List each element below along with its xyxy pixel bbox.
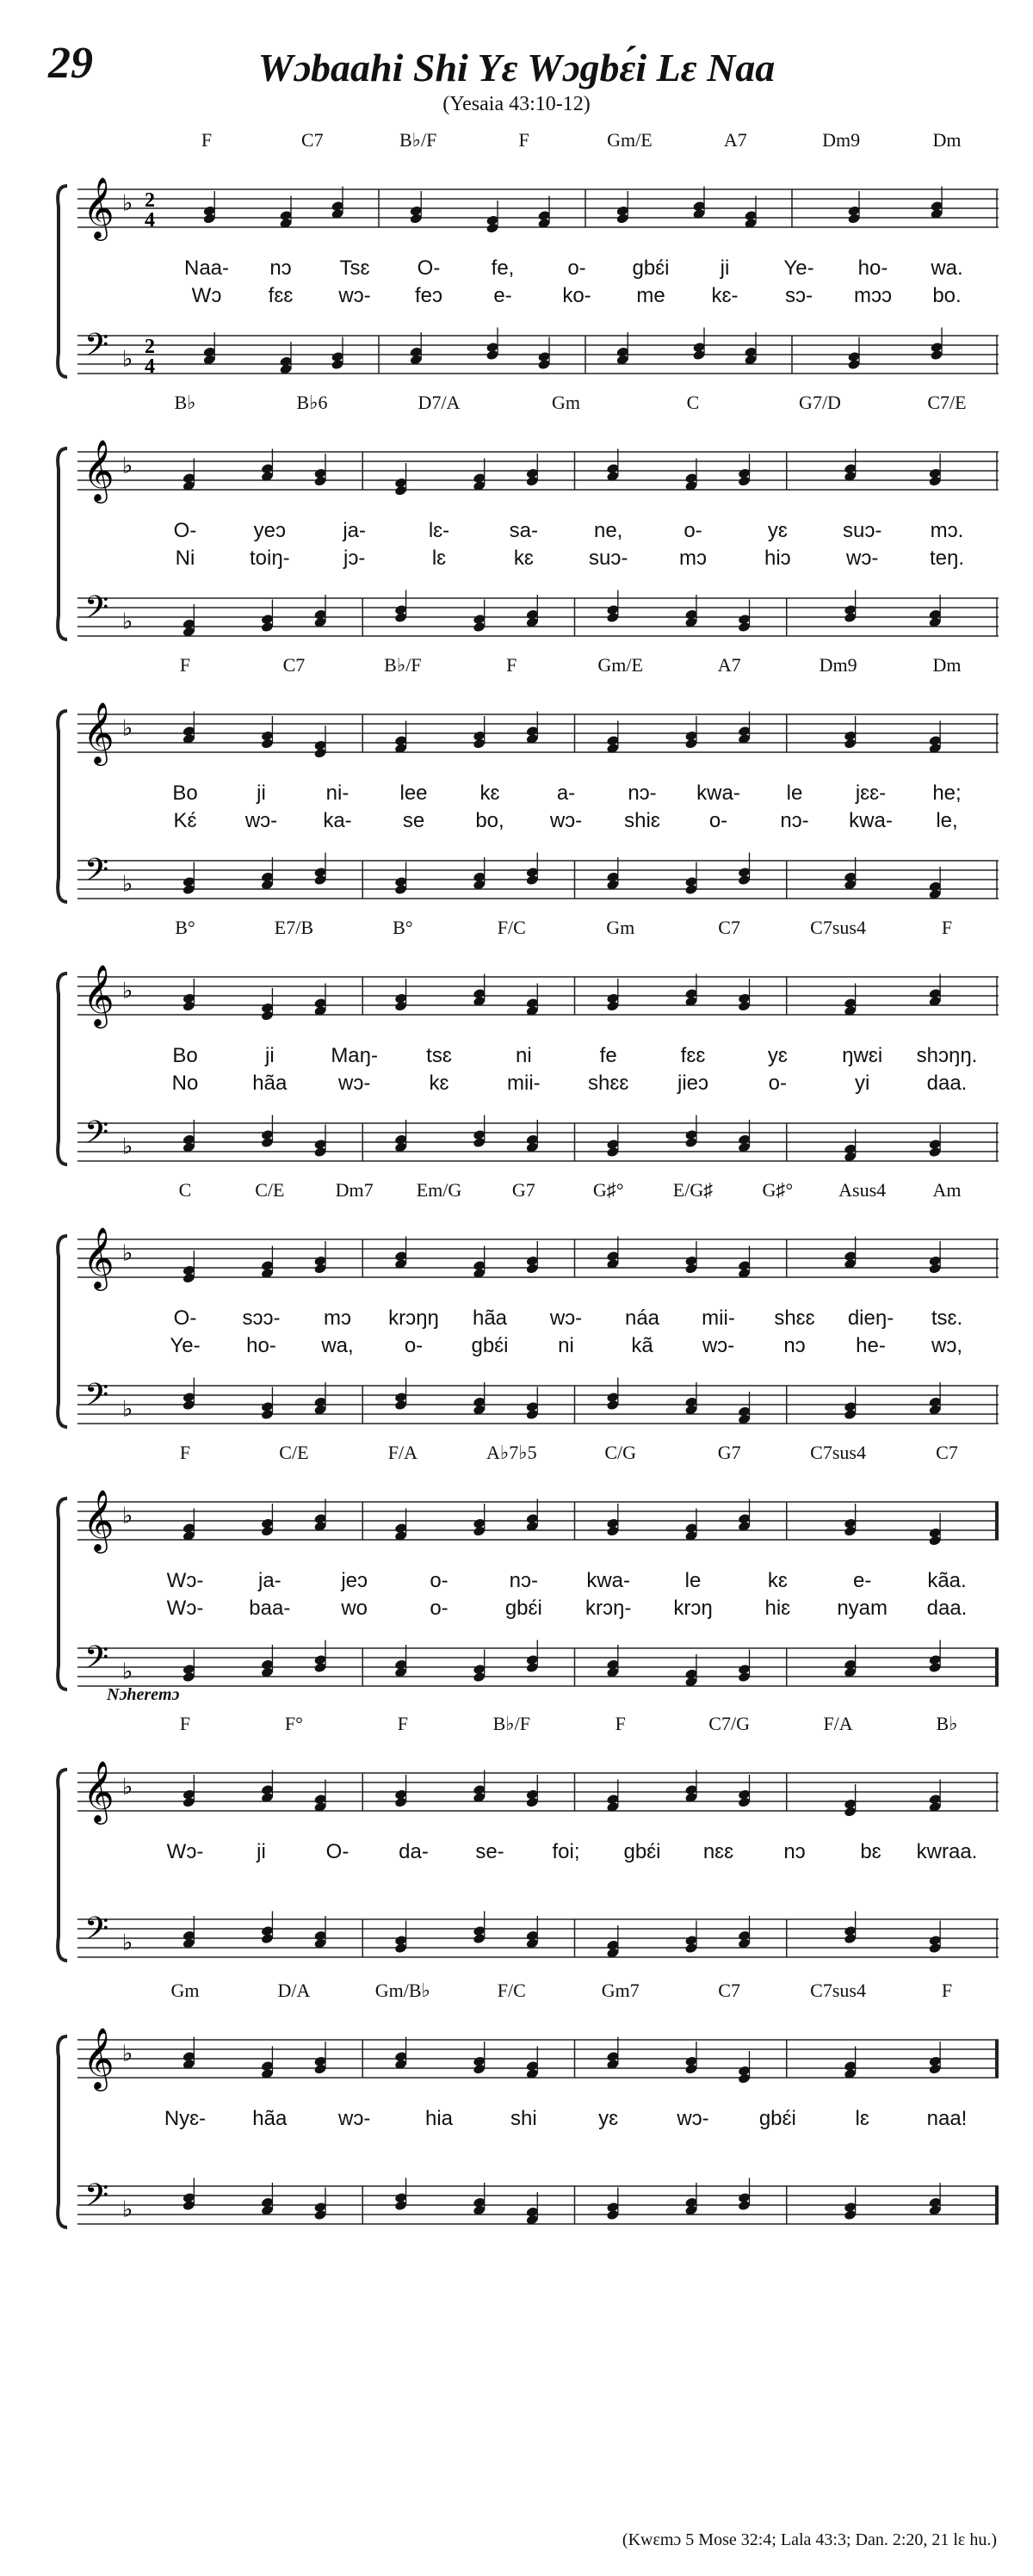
chord-symbol: F/C xyxy=(497,1980,526,2001)
lyric-verse1-syllable: jeɔ xyxy=(341,1569,368,1592)
lyric-verse2-syllable: feɔ xyxy=(414,284,443,307)
lyric-verse1-syllable: dieŋ- xyxy=(847,1307,894,1330)
lyric-verse2-syllable: hãa xyxy=(252,1072,288,1095)
chord-symbol: F xyxy=(941,1980,953,2001)
lyric-verse1-syllable: mɔ. xyxy=(930,519,964,542)
lyric-verse1-syllable: hia xyxy=(424,2107,454,2130)
chord-symbol: C/E xyxy=(255,1179,285,1201)
lyric-verse1-syllable: hãa xyxy=(472,1307,508,1330)
lyric-verse2-syllable: kɛ xyxy=(429,1072,449,1095)
lyric-verse2-syllable: ni xyxy=(558,1334,574,1357)
chord-symbol: F/C xyxy=(497,917,526,938)
bass-clef-icon: 𝄢 xyxy=(84,1640,109,1683)
lyric-verse1-syllable: lɛ- xyxy=(428,519,450,542)
score-system xyxy=(52,1980,999,2255)
chord-symbol: B♭/F xyxy=(399,129,437,151)
chord-symbol: Am xyxy=(932,1179,962,1201)
lyric-verse1-syllable: lee xyxy=(399,781,428,805)
lyric-verse1-syllable: yeɔ xyxy=(253,519,287,542)
lyric-verse1-syllable: shɔŋŋ. xyxy=(916,1044,978,1067)
chord-symbol: C xyxy=(686,392,700,413)
lyric-verse1-syllable: ho- xyxy=(857,256,888,280)
chord-symbol: B° xyxy=(175,917,195,938)
system-bracket xyxy=(58,711,67,902)
chord-symbol: Dm7 xyxy=(335,1179,374,1201)
chord-symbol: F/A xyxy=(387,1442,418,1463)
lyric-verse2-syllable: wɔ- xyxy=(338,284,371,307)
score-system xyxy=(52,917,999,1192)
chord-symbol: F xyxy=(397,1713,408,1734)
lyric-verse2-syllable: kã xyxy=(631,1334,653,1357)
key-signature-flat-icon: ♭ xyxy=(122,453,133,479)
lyric-verse1-syllable: Ye- xyxy=(783,256,814,280)
key-signature-flat-icon: ♭ xyxy=(122,1134,133,1160)
chord-symbol: Dm9 xyxy=(819,654,857,676)
chord-symbol: F xyxy=(179,654,191,676)
lyric-verse2-syllable: wo xyxy=(341,1597,368,1620)
lyric-verse1-syllable: o- xyxy=(684,519,702,542)
key-signature-flat-icon: ♭ xyxy=(122,2196,133,2223)
chord-symbol: F xyxy=(179,1713,191,1734)
lyric-verse2-syllable: mɔɔ xyxy=(854,284,892,307)
chord-symbol: F° xyxy=(284,1713,303,1734)
lyric-verse2-syllable: o- xyxy=(404,1334,424,1357)
bass-clef-icon: 𝄢 xyxy=(84,1911,109,1955)
lyric-verse1-syllable: mii- xyxy=(702,1307,735,1330)
chord-symbol: C7 xyxy=(718,1980,740,2001)
lyric-verse1-syllable: Bo xyxy=(172,1044,198,1067)
lyric-verse2-syllable: o- xyxy=(708,809,728,832)
lyric-verse1-syllable: kãa. xyxy=(927,1569,967,1592)
chord-symbol: C7sus4 xyxy=(810,1442,866,1463)
chord-symbol: Gm xyxy=(606,917,635,938)
treble-clef-icon: 𝄞 xyxy=(83,701,114,763)
lyric-verse2-syllable: mii- xyxy=(507,1072,541,1095)
system-bracket xyxy=(58,448,67,639)
chord-symbol: A♭7♭5 xyxy=(486,1442,537,1463)
chord-symbol: G♯° xyxy=(592,1179,624,1201)
key-signature-flat-icon: ♭ xyxy=(122,346,133,373)
lyric-verse1-syllable: Naa- xyxy=(183,256,230,280)
lyric-verse1-syllable: kɛ xyxy=(767,1569,788,1592)
lyric-verse1-syllable: náa xyxy=(624,1307,660,1330)
lyric-verse1-syllable: ji xyxy=(720,256,730,280)
lyric-verse1-syllable: wa. xyxy=(931,256,963,280)
lyric-verse1-syllable: hãa xyxy=(252,2107,288,2130)
score-system xyxy=(52,129,999,405)
system-bracket xyxy=(58,2036,67,2227)
bass-clef-icon: 𝄢 xyxy=(84,1377,109,1421)
lyric-verse2-syllable: ka- xyxy=(323,809,352,832)
treble-clef-icon: 𝄞 xyxy=(83,438,114,501)
chord-symbol: C7 xyxy=(718,917,740,938)
lyric-verse2-syllable: wɔ- xyxy=(337,1072,371,1095)
key-signature-flat-icon: ♭ xyxy=(122,190,133,217)
key-signature-flat-icon: ♭ xyxy=(122,608,133,635)
lyric-verse1-syllable: jɛɛ- xyxy=(855,781,887,805)
lyric-verse1-syllable: ni xyxy=(515,1044,532,1067)
lyric-verse1-syllable: kwraa. xyxy=(916,1840,978,1863)
lyric-verse1-syllable: Wɔ- xyxy=(166,1840,204,1863)
chord-symbol: B♭ xyxy=(936,1713,958,1734)
score-system xyxy=(52,654,999,930)
chord-symbol: F xyxy=(518,129,529,151)
lyric-verse1-syllable: kwa- xyxy=(586,1569,630,1592)
key-signature-flat-icon: ♭ xyxy=(122,1659,133,1685)
lyric-verse2-syllable: hiɛ xyxy=(764,1597,791,1620)
system-bracket xyxy=(58,186,67,377)
score-system xyxy=(52,392,999,667)
lyric-verse1-syllable: Nyɛ- xyxy=(164,2107,207,2130)
chord-symbol: B♭/F xyxy=(384,654,422,676)
lyric-verse2-syllable: le, xyxy=(936,809,958,832)
lyric-verse2-syllable: wa, xyxy=(321,1334,354,1357)
lyric-verse1-syllable: tsɛ xyxy=(426,1044,452,1067)
chord-symbol: C7 xyxy=(282,654,306,676)
lyric-verse1-syllable: Bo xyxy=(172,781,198,805)
lyric-verse1-syllable: kɛ xyxy=(479,781,500,805)
lyric-verse1-syllable: ji xyxy=(264,1044,275,1067)
chord-symbol: C7sus4 xyxy=(810,1980,866,2001)
lyric-verse2-syllable: hiɔ xyxy=(764,547,791,570)
lyric-verse2-syllable: wɔ- xyxy=(244,809,278,832)
system-bracket xyxy=(58,1236,67,1427)
chord-symbol: E/G♯ xyxy=(672,1179,714,1201)
chord-symbol: E7/B xyxy=(274,917,314,938)
lyric-verse2-syllable: yi xyxy=(854,1072,870,1095)
lyric-verse1-syllable: da- xyxy=(399,1840,429,1863)
chord-symbol: A7 xyxy=(723,129,747,151)
lyric-verse2-syllable: mɔ xyxy=(679,547,707,570)
time-signature-top: 2 xyxy=(145,189,155,212)
hymn-title: Wɔbaahi Shi Yɛ Wɔgbɛ́i Lɛ Naa xyxy=(257,46,776,90)
lyric-verse2-syllable: ko- xyxy=(562,284,591,307)
lyric-verse1-syllable: sɔɔ- xyxy=(242,1307,281,1330)
lyric-verse1-syllable: o- xyxy=(567,256,586,280)
chord-symbol: B♭/F xyxy=(492,1713,530,1734)
chord-symbol: G7/D xyxy=(799,392,841,413)
chord-symbol: C7/G xyxy=(708,1713,750,1734)
lyric-verse1-syllable: ni- xyxy=(325,781,349,805)
key-signature-flat-icon: ♭ xyxy=(122,871,133,898)
lyric-verse1-syllable: le xyxy=(684,1569,702,1592)
score-system xyxy=(52,1179,999,1455)
lyric-verse2-syllable: ho- xyxy=(246,1334,276,1357)
section-marker: Nɔheremɔ xyxy=(107,1685,180,1704)
lyric-verse2-syllable: teŋ. xyxy=(929,547,965,570)
score-system xyxy=(52,1685,999,1988)
chord-symbol: D/A xyxy=(277,1980,311,2001)
chord-symbol: D7/A xyxy=(418,392,461,413)
lyric-verse1-syllable: ja- xyxy=(257,1569,281,1592)
chord-symbol: B♭6 xyxy=(296,392,328,413)
lyric-verse1-syllable: Wɔ- xyxy=(166,1569,204,1592)
lyric-verse1-syllable: gbɛ́i xyxy=(623,1840,661,1863)
lyric-verse1-syllable: Tsɛ xyxy=(339,256,370,280)
lyric-verse1-syllable: e- xyxy=(852,1569,872,1592)
key-signature-flat-icon: ♭ xyxy=(122,978,133,1004)
lyric-verse2-syllable: wɔ- xyxy=(845,547,879,570)
lyric-verse2-syllable: kɛ xyxy=(513,547,534,570)
chord-symbol: Gm/E xyxy=(607,129,653,151)
lyric-verse2-syllable: lɛ xyxy=(431,547,447,570)
treble-clef-icon: 𝄞 xyxy=(83,1759,114,1822)
lyric-verse2-syllable: wɔ- xyxy=(702,1334,735,1357)
lyric-verse2-syllable: Wɔ- xyxy=(166,1597,204,1620)
lyric-verse2-syllable: nyam xyxy=(837,1597,888,1620)
chord-symbol: Gm7 xyxy=(601,1980,640,2001)
lyric-verse2-syllable: shiɛ xyxy=(624,809,660,832)
lyric-verse1-syllable: naa! xyxy=(926,2107,968,2130)
chord-symbol: C/G xyxy=(604,1442,637,1463)
lyric-verse2-syllable: se xyxy=(402,809,425,832)
chord-symbol: C xyxy=(178,1179,192,1201)
lyric-verse2-syllable: No xyxy=(171,1072,199,1095)
treble-clef-icon: 𝄞 xyxy=(83,1488,114,1551)
system-bracket xyxy=(58,1498,67,1690)
hymn-number: 29 xyxy=(48,39,93,88)
lyric-verse2-syllable: baa- xyxy=(249,1597,291,1620)
chord-symbol: B♭ xyxy=(174,392,196,413)
bass-clef-icon: 𝄢 xyxy=(84,2178,109,2221)
lyric-verse2-syllable: Kɛ́ xyxy=(173,809,197,832)
lyric-verse2-syllable: me xyxy=(636,284,665,307)
lyric-verse1-syllable: suɔ- xyxy=(842,519,882,542)
key-signature-flat-icon: ♭ xyxy=(122,1930,133,1956)
score-system xyxy=(52,1442,999,1717)
scripture-reference: (Yesaia 43:10-12) xyxy=(442,93,591,115)
lyric-verse1-syllable: shi xyxy=(510,2107,537,2130)
chord-symbol: G♯° xyxy=(762,1179,794,1201)
key-signature-flat-icon: ♭ xyxy=(122,2041,133,2067)
chord-symbol: F xyxy=(201,129,213,151)
chord-symbol: F xyxy=(506,654,517,676)
chord-symbol: C/E xyxy=(279,1442,309,1463)
lyric-verse2-syllable: nɔ- xyxy=(780,809,809,832)
lyric-verse1-syllable: kwa- xyxy=(696,781,740,805)
lyric-verse2-syllable: wɔ, xyxy=(931,1334,962,1357)
lyric-verse1-syllable: shɛɛ xyxy=(774,1307,815,1330)
bass-clef-icon: 𝄢 xyxy=(84,1115,109,1158)
lyric-verse1-syllable: gbɛ́i xyxy=(758,2107,796,2130)
chord-symbol: F/A xyxy=(823,1713,853,1734)
chord-symbol: C7 xyxy=(936,1442,958,1463)
lyric-verse2-syllable: jɔ- xyxy=(343,547,366,570)
chord-symbol: Dm9 xyxy=(822,129,861,151)
chord-symbol: C7 xyxy=(301,129,324,151)
lyric-verse2-syllable: gbɛ́i xyxy=(471,1334,509,1357)
lyric-verse1-syllable: O- xyxy=(417,256,441,280)
lyric-verse1-syllable: yɛ xyxy=(767,1044,788,1067)
bass-clef-icon: 𝄢 xyxy=(84,327,109,371)
bass-clef-icon: 𝄢 xyxy=(84,852,109,896)
chord-symbol: Gm/E xyxy=(597,654,643,676)
lyric-verse1-syllable: se- xyxy=(475,1840,504,1863)
lyric-verse1-syllable: gbɛ́i xyxy=(632,256,670,280)
chord-symbol: Gm xyxy=(170,1980,200,2001)
lyric-verse2-syllable: shɛɛ xyxy=(587,1072,629,1095)
lyric-verse1-syllable: ne, xyxy=(593,519,623,542)
lyric-verse1-syllable: nɔ- xyxy=(509,1569,538,1592)
chord-symbol: F xyxy=(941,917,953,938)
lyric-verse1-syllable: wɔ- xyxy=(677,2107,709,2130)
lyric-verse2-syllable: he- xyxy=(856,1334,886,1357)
lyric-verse1-syllable: he; xyxy=(932,781,962,805)
chord-symbol: F xyxy=(615,1713,626,1734)
chord-symbol: B° xyxy=(393,917,413,938)
lyric-verse2-syllable: sɔ- xyxy=(785,284,813,307)
footnote: (Kwɛmɔ 5 Mose 32:4; Lala 43:3; Dan. 2:20, 21 lɛ hu.) xyxy=(622,2530,997,2549)
chord-symbol: A7 xyxy=(717,654,741,676)
lyric-verse1-syllable: yɛ xyxy=(767,519,788,542)
chord-symbol: Gm xyxy=(552,392,580,413)
lyric-verse2-syllable: jieɔ xyxy=(677,1072,709,1095)
treble-clef-icon: 𝄞 xyxy=(83,1226,114,1288)
chord-symbol: C7/E xyxy=(927,392,967,413)
lyric-verse2-syllable: krɔŋ- xyxy=(585,1597,632,1620)
lyric-verse1-syllable: O- xyxy=(173,519,197,542)
lyric-verse1-syllable: fe, xyxy=(491,256,515,280)
lyric-verse2-syllable: gbɛ́i xyxy=(504,1597,542,1620)
lyric-verse2-syllable: daa. xyxy=(926,1072,968,1095)
lyric-verse1-syllable: nɔ xyxy=(269,256,292,280)
chord-symbol: Dm xyxy=(932,654,962,676)
lyric-verse1-syllable: wɔ- xyxy=(549,1307,583,1330)
lyric-verse1-syllable: ŋwɛi xyxy=(842,1044,883,1067)
chord-symbol: Em/G xyxy=(416,1179,462,1201)
system-bracket xyxy=(58,973,67,1164)
lyric-verse2-syllable: daa. xyxy=(926,1597,968,1620)
lyric-verse2-syllable: kwa- xyxy=(849,809,893,832)
lyric-verse2-syllable: kɛ- xyxy=(711,284,739,307)
lyric-verse1-syllable: a- xyxy=(556,781,576,805)
lyric-verse1-syllable: Maŋ- xyxy=(331,1044,378,1067)
chord-symbol: Dm xyxy=(932,129,962,151)
lyric-verse1-syllable: bɛ xyxy=(860,1840,881,1863)
treble-clef-icon: 𝄞 xyxy=(83,963,114,1026)
lyric-verse1-syllable: mɔ xyxy=(324,1307,351,1330)
chord-symbol: F xyxy=(179,1442,191,1463)
lyric-verse1-syllable: nɛɛ xyxy=(702,1840,734,1863)
time-signature-bottom: 4 xyxy=(145,209,155,232)
lyric-verse2-syllable: krɔŋ xyxy=(673,1597,713,1620)
lyric-verse1-syllable: ji xyxy=(257,781,266,805)
lyric-verse1-syllable: O- xyxy=(325,1840,349,1863)
chord-symbol: G7 xyxy=(511,1179,535,1201)
lyric-verse1-syllable: ja- xyxy=(343,519,366,542)
lyric-verse1-syllable: ji xyxy=(257,1840,266,1863)
bass-clef-icon: 𝄢 xyxy=(84,590,109,633)
key-signature-flat-icon: ♭ xyxy=(122,1503,133,1529)
key-signature-flat-icon: ♭ xyxy=(122,715,133,742)
chord-symbol: Gm/B♭ xyxy=(374,1980,430,2001)
lyric-verse1-syllable: yɛ xyxy=(598,2107,619,2130)
lyric-verse2-syllable: e- xyxy=(493,284,512,307)
lyric-verse1-syllable: nɔ- xyxy=(628,781,657,805)
lyric-verse2-syllable: Ni xyxy=(175,547,195,570)
system-bracket xyxy=(58,1770,67,1961)
lyric-verse2-syllable: suɔ- xyxy=(588,547,628,570)
key-signature-flat-icon: ♭ xyxy=(122,1240,133,1267)
lyric-verse2-syllable: toiŋ- xyxy=(249,547,290,570)
chord-symbol: G7 xyxy=(717,1442,741,1463)
lyric-verse1-syllable: tsɛ. xyxy=(931,1307,963,1330)
lyric-verse1-syllable: o- xyxy=(430,1569,448,1592)
lyric-verse1-syllable: sa- xyxy=(509,519,538,542)
lyric-verse2-syllable: nɔ xyxy=(783,1334,806,1357)
lyric-verse1-syllable: fe xyxy=(599,1044,617,1067)
lyric-verse2-syllable: bo. xyxy=(932,284,962,307)
lyric-verse2-syllable: o- xyxy=(768,1072,787,1095)
lyric-verse2-syllable: wɔ- xyxy=(549,809,583,832)
lyric-verse2-syllable: fɛɛ xyxy=(268,284,294,307)
lyric-verse1-syllable: nɔ xyxy=(783,1840,806,1863)
key-signature-flat-icon: ♭ xyxy=(122,1396,133,1423)
chord-symbol: C7sus4 xyxy=(810,917,866,938)
lyric-verse1-syllable: O- xyxy=(173,1307,197,1330)
lyric-verse1-syllable: fɛɛ xyxy=(680,1044,706,1067)
time-signature-top: 2 xyxy=(145,336,155,358)
lyric-verse2-syllable: Wɔ xyxy=(191,284,222,307)
lyric-verse1-syllable: lɛ xyxy=(855,2107,869,2130)
lyric-verse1-syllable: krɔŋŋ xyxy=(388,1307,439,1330)
time-signature-bottom: 4 xyxy=(145,355,155,378)
lyric-verse2-syllable: o- xyxy=(430,1597,448,1620)
chord-symbol: Asus4 xyxy=(838,1179,887,1201)
key-signature-flat-icon: ♭ xyxy=(122,1774,133,1801)
lyric-verse1-syllable: le xyxy=(786,781,803,805)
lyric-verse1-syllable: wɔ- xyxy=(337,2107,371,2130)
lyric-verse2-syllable: Ye- xyxy=(170,1334,201,1357)
treble-clef-icon: 𝄞 xyxy=(83,2026,114,2089)
lyric-verse1-syllable: foi; xyxy=(552,1840,580,1863)
lyric-verse2-syllable: bo, xyxy=(475,809,504,832)
treble-clef-icon: 𝄞 xyxy=(83,176,114,238)
